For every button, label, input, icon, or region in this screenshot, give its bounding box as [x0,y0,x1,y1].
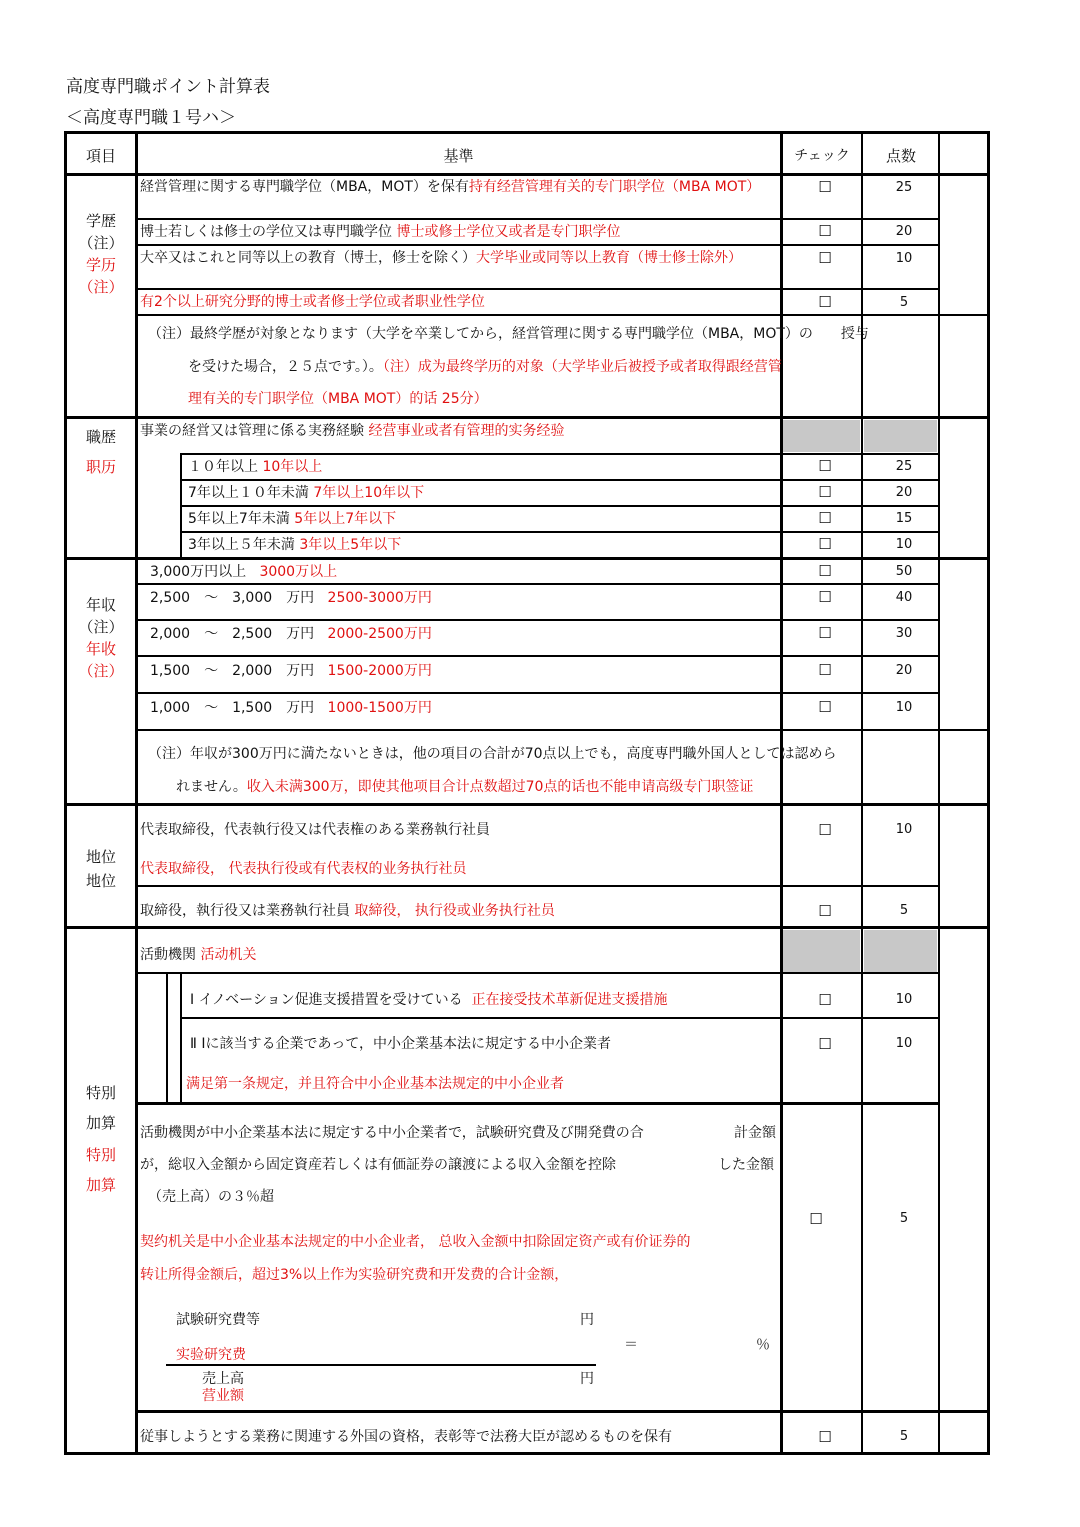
position-row-2-points: 5 [899,903,909,918]
income-note-cn: （注） [78,662,124,680]
formula-percent: ％ [756,1337,770,1353]
income-label-ja: 年収 [85,596,116,614]
header-check: チェック [794,148,850,164]
education-row-2-points: 20 [895,224,913,239]
education-row-2-ja: 博士若しくは修士の学位又は専門職学位 [140,224,392,240]
education-row-3-ja: 大卒又はこれと同等以上の教育（博士，修士を除く） [140,250,476,266]
income-row-5-ja: 1,000 ～ 1,500 万円 [150,700,315,716]
special-foreign-checkbox[interactable]: ☐ [818,1428,832,1446]
position-row-1-checkbox[interactable]: ☐ [818,821,832,839]
special-org-cn: 活动机关 [200,947,257,963]
position-row-2 [140,900,555,922]
special-row-2-checkbox[interactable]: ☐ [818,1035,832,1053]
income-row-4 [150,660,432,682]
education-note-2 [188,356,782,378]
career-check-shaded [783,420,860,452]
education-label-ja: 学歴 [85,212,116,230]
education-row-2 [140,221,620,243]
special-foreign-points: 5 [899,1429,909,1444]
income-note-2-ja: れません。 [176,779,247,795]
career-row-4 [188,534,401,556]
page-subtitle: ＜高度専門職１号ハ＞ [66,108,236,128]
education-line-4 [135,314,990,316]
position-line-1 [135,885,939,887]
special-points-shaded [864,930,937,972]
special-rd-line-3: （売上高）の３％超 [148,1189,274,1205]
position-label [66,846,136,892]
special-row-1-ja: Ⅰ イノベーション促進支援措置を受けている [190,992,463,1008]
formula-numerator-yen: 円 [580,1312,594,1328]
special-line-2 [135,1102,939,1105]
career-row-4-cn: 3年以上5年以下 [299,537,402,553]
education-row-1-points: 25 [895,180,913,195]
education-row-1-ja: 経営管理に関する専門職学位（MBA，MOT）を保有 [140,179,469,195]
income-note-2-cn: 收入未满300万，即使其他项目合计点数超过70点的话也不能申请高级专门职签证 [246,779,754,795]
education-row-2-checkbox[interactable]: ☐ [818,222,832,240]
header-item: 項目 [85,147,116,165]
special-rd-points: 5 [899,1211,909,1226]
special-row-1-checkbox[interactable]: ☐ [818,991,832,1009]
career-label [66,426,136,478]
income-line-4 [135,692,939,694]
income-note-2 [176,776,753,798]
header-points: 点数 [885,147,916,165]
career-row-2-checkbox[interactable]: ☐ [818,483,832,501]
formula-denominator-yen: 円 [580,1371,594,1387]
special-row-2-points: 10 [895,1036,913,1051]
income-line-1 [135,583,939,585]
special-label [66,1082,136,1196]
career-row-2-ja: 7年以上１０年未満 [188,485,309,501]
income-row-2 [150,587,432,609]
career-label-cn: 职历 [85,458,116,476]
special-org [140,944,256,966]
income-line-3 [135,655,939,657]
income-row-3 [150,623,432,645]
formula-equals: ＝ [624,1337,638,1353]
career-row-1-points: 25 [895,459,913,474]
career-row-3-checkbox[interactable]: ☐ [818,509,832,527]
education-row-3-cn: 大学毕业或同等以上教育（博士修士除外） [476,250,742,266]
special-org-ja: 活動機関 [140,947,196,963]
income-row-1-points: 50 [895,564,913,579]
special-indent-line-inner [180,972,182,1102]
formula-fraction-line [166,1364,596,1366]
header-criteria: 基準 [443,147,474,165]
income-row-3-points: 30 [895,626,913,641]
income-row-5 [150,697,432,719]
income-row-4-checkbox[interactable]: ☐ [818,661,832,679]
career-line-0 [180,453,939,455]
position-bottom-line [64,926,990,929]
career-row-1-ja: １０年以上 [188,459,258,475]
formula-numerator-cn: 实验研究费 [176,1347,246,1363]
education-label [66,210,136,298]
career-row-2 [188,482,424,504]
education-row-1-checkbox[interactable]: ☐ [818,178,832,196]
income-line-5 [135,729,990,731]
position-label-cn: 地位 [85,872,116,890]
career-row-1 [188,456,322,478]
special-label-cn-2: 加算 [85,1176,116,1194]
special-indent-line-outer [166,972,168,1102]
special-row-2-ja: Ⅱ Ⅰに該当する企業であって，中小企業基本法に規定する中小企業者 [190,1036,612,1052]
education-row-3-points: 10 [895,251,913,266]
career-points-shaded [864,420,937,452]
career-row-4-checkbox[interactable]: ☐ [818,535,832,553]
career-row-2-points: 20 [895,485,913,500]
income-row-4-points: 20 [895,663,913,678]
position-row-1-cn: 代表取締役， 代表执行役或有代表权的业务执行社员 [140,861,467,877]
education-line-1 [135,218,939,220]
income-row-3-ja: 2,000 ～ 2,500 万円 [150,626,315,642]
income-row-2-ja: 2,500 ～ 3,000 万円 [150,590,315,606]
special-line-1 [180,1017,939,1019]
education-row-4-checkbox[interactable]: ☐ [818,293,832,311]
income-row-2-cn: 2500-3000万円 [327,590,432,606]
special-rd-line-2-tail: した金額 [718,1157,774,1173]
career-line-3 [180,531,939,533]
page-title: 高度専門職ポイント計算表 [66,77,270,97]
education-row-1-cn: 持有经营管理有关的专门职学位（MBA MOT） [468,179,761,195]
career-row-2-cn: 7年以上10年以下 [313,485,425,501]
special-rd-line-2: が，総収入金額から固定資産若しくは有価証券の譲渡による収入金額を控除 [140,1157,616,1173]
special-rd-checkbox[interactable]: ☐ [809,1210,823,1228]
special-row-1-cn: 正在接受技术革新促进支援措施 [471,992,668,1008]
special-check-shaded [783,930,860,972]
special-line-0 [135,972,939,974]
income-row-1-ja: 3,000万円以上 [150,564,247,580]
special-rd-line-1-cn: 契约机关是中小企业基本法规定的中小企业者， 总收入金额中扣除固定资产或有价证券的 [140,1234,691,1250]
career-header-cn: 经营事业或者有管理的实务经验 [368,423,565,439]
education-note-3: 理有关的专门职学位（MBA MOT）的话 25分） [188,391,488,407]
special-label-ja-2: 加算 [85,1114,116,1132]
income-row-2-points: 40 [895,590,913,605]
education-line-3 [135,288,939,290]
career-row-1-checkbox[interactable]: ☐ [818,457,832,475]
career-label-ja: 職歴 [85,428,116,446]
education-note-1: （注）最終学歴が対象となります（大学を卒業してから，経営管理に関する専門職学位（MBA，MOT）の 授与 [148,326,869,342]
income-row-1-checkbox[interactable]: ☐ [818,562,832,580]
income-row-1-cn: 3000万以上 [259,564,338,580]
education-row-3-checkbox[interactable]: ☐ [818,249,832,267]
formula-numerator-ja: 試験研究費等 [176,1312,260,1328]
career-header [140,420,564,442]
education-note-ja: （注） [78,234,124,252]
career-line-1 [180,479,939,481]
position-row-2-checkbox[interactable]: ☐ [818,902,832,920]
formula-denominator-cn: 营业额 [202,1388,244,1404]
position-row-1-points: 10 [895,822,913,837]
income-note-1: （注）年収が300万円に満たないときは，他の項目の合計が70点以上でも，高度専門職外国人としては認めら [148,746,837,762]
formula-denominator-ja: 売上高 [202,1371,244,1387]
special-rd-line-1 [140,1122,644,1144]
special-rd-line-1-tail: 計金額 [734,1125,776,1141]
education-row-3 [140,247,780,269]
education-row-1 [140,176,776,198]
education-row-4-points: 5 [899,295,909,310]
education-label-cn: 学历 [85,256,116,274]
special-row-2-cn: 满足第一条规定，并且符合中小企业基本法规定的中小企业者 [186,1076,564,1092]
position-row-2-cn: 取締役， 执行役或业务执行社员 [354,903,555,919]
career-row-3 [188,508,396,530]
career-row-3-ja: 5年以上7年未満 [188,511,290,527]
special-row-1 [190,989,668,1011]
career-row-4-ja: 3年以上５年未満 [188,537,295,553]
income-bottom-line [64,803,990,806]
income-line-2 [135,619,939,621]
special-line-3 [135,1410,990,1413]
income-row-1 [150,561,337,583]
career-row-4-points: 10 [895,537,913,552]
special-rd-line-2-cn: 转让所得金额后，超过3%以上作为实验研究费和开发费的合计金额， [140,1267,569,1283]
col-divider-item [135,131,138,1455]
education-row-2-cn: 博士或修士学位又或者是专门职学位 [396,224,621,240]
career-row-3-points: 15 [895,511,913,526]
income-row-4-ja: 1,500 ～ 2,000 万円 [150,663,315,679]
career-row-3-cn: 5年以上7年以下 [294,511,397,527]
col-divider-points [938,131,940,1455]
career-header-ja: 事業の経営又は管理に係る実務経験 [140,423,364,439]
education-line-2 [135,244,939,246]
education-note-2-cn: （注）成为最终学历的对象（大学毕业后被授予或者取得跟经营管 [382,359,782,375]
income-note-ja: （注） [78,618,124,636]
career-line-2 [180,505,939,507]
income-row-2-checkbox[interactable]: ☐ [818,588,832,606]
education-note-cn: （注） [78,278,124,296]
income-row-4-cn: 1500-2000万円 [327,663,432,679]
career-row-1-cn: 10年以上 [262,459,323,475]
special-foreign-ja: 従事しようとする業務に関連する外国の資格，表彰等で法務大臣が認めるものを保有 [140,1429,672,1445]
special-label-ja-1: 特別 [85,1084,116,1102]
special-label-cn-1: 特別 [85,1146,116,1164]
career-bottom-line [64,557,990,560]
education-bottom-line [64,416,990,419]
special-rd-line-1-ja: 活動機関が中小企業基本法に規定する中小企業者で，試験研究費及び開発費の合 [140,1125,644,1141]
income-label [66,594,136,682]
education-note-2-ja: を受けた場合，２５点です。）。 [188,359,383,375]
position-row-1-ja: 代表取締役，代表執行役又は代表権のある業務執行社員 [140,822,490,838]
income-row-3-checkbox[interactable]: ☐ [818,624,832,642]
position-row-2-ja: 取締役，執行役又は業務執行社員 [140,903,350,919]
income-row-3-cn: 2000-2500万円 [327,626,432,642]
income-row-5-checkbox[interactable]: ☐ [818,698,832,716]
income-label-cn: 年收 [85,640,116,658]
income-row-5-points: 10 [895,700,913,715]
special-row-1-points: 10 [895,992,913,1007]
education-row-4-cn: 有2个以上研究分野的博士或者修士学位或者职业性学位 [140,294,485,310]
position-label-ja: 地位 [85,848,116,866]
income-row-5-cn: 1000-1500万円 [327,700,432,716]
